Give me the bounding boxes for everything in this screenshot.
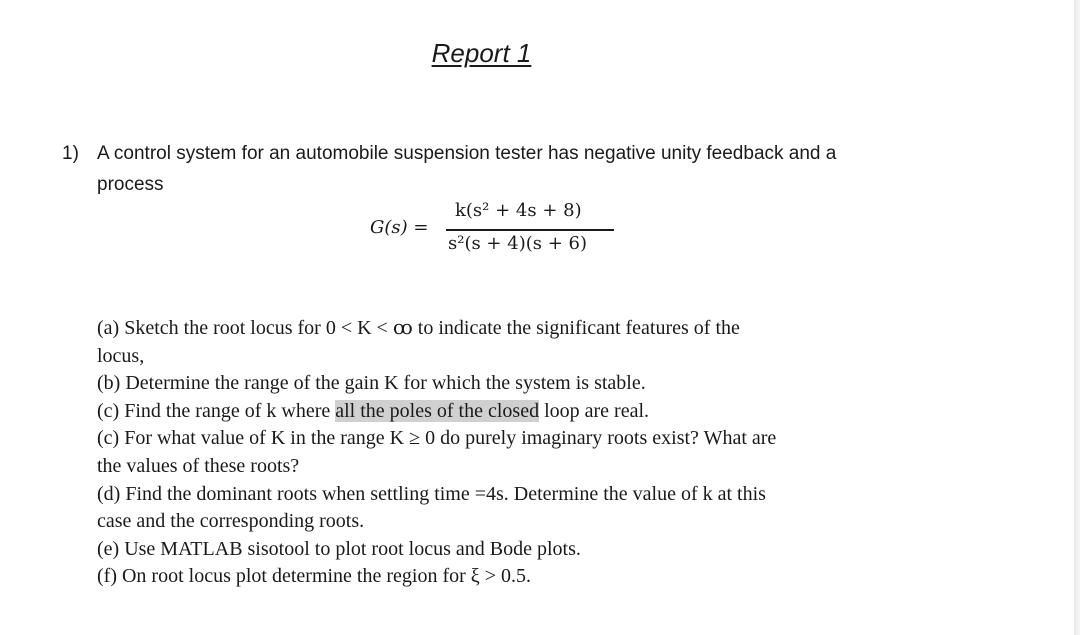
fraction-bar bbox=[446, 229, 614, 231]
part-a-line-2: locus, bbox=[97, 344, 145, 367]
part-d-line-2: case and the corresponding roots. bbox=[97, 510, 365, 533]
part-c-first-tail: loop are real. bbox=[539, 399, 650, 422]
page-edge bbox=[1074, 0, 1080, 635]
part-c-first-text: (c) Find the range of k where bbox=[97, 399, 336, 422]
transfer-function-denominator: s²(s + 4)(s + 6) bbox=[448, 233, 587, 254]
transfer-function-numerator: k(s² + 4s + 8) bbox=[455, 200, 582, 221]
report-title: Report 1 bbox=[431, 38, 532, 68]
part-e: (e) Use MATLAB sisotool to plot root locus and Bode plots. bbox=[97, 537, 581, 560]
part-a-line-1: (a) Sketch the root locus for 0 < K < ꝏ to indicate the significant features of the bbox=[97, 317, 740, 339]
question-parts bbox=[97, 315, 957, 591]
question-intro-line-1: A control system for an automobile suspension tester has negative unity feedback and a bbox=[97, 143, 837, 164]
question-intro-line-2: process bbox=[97, 174, 164, 195]
highlighted-text: all the poles of the closed bbox=[335, 399, 540, 422]
part-f: (f) On root locus plot determine the region for ξ > 0.5. bbox=[97, 565, 531, 588]
part-b: (b) Determine the range of the gain K for which the system is stable. bbox=[97, 372, 646, 395]
part-c-second-line-2: the values of these roots? bbox=[97, 454, 300, 477]
transfer-function-lhs: G(s) = bbox=[370, 217, 429, 238]
part-c-second-line-1: (c) For what value of K in the range K ≥ 0 do purely imaginary roots exist? What are bbox=[97, 427, 777, 450]
question-number: 1) bbox=[62, 143, 79, 164]
part-c-first bbox=[97, 398, 957, 426]
part-d-line-1: (d) Find the dominant roots when settling time =4s. Determine the value of k at this bbox=[97, 482, 766, 505]
